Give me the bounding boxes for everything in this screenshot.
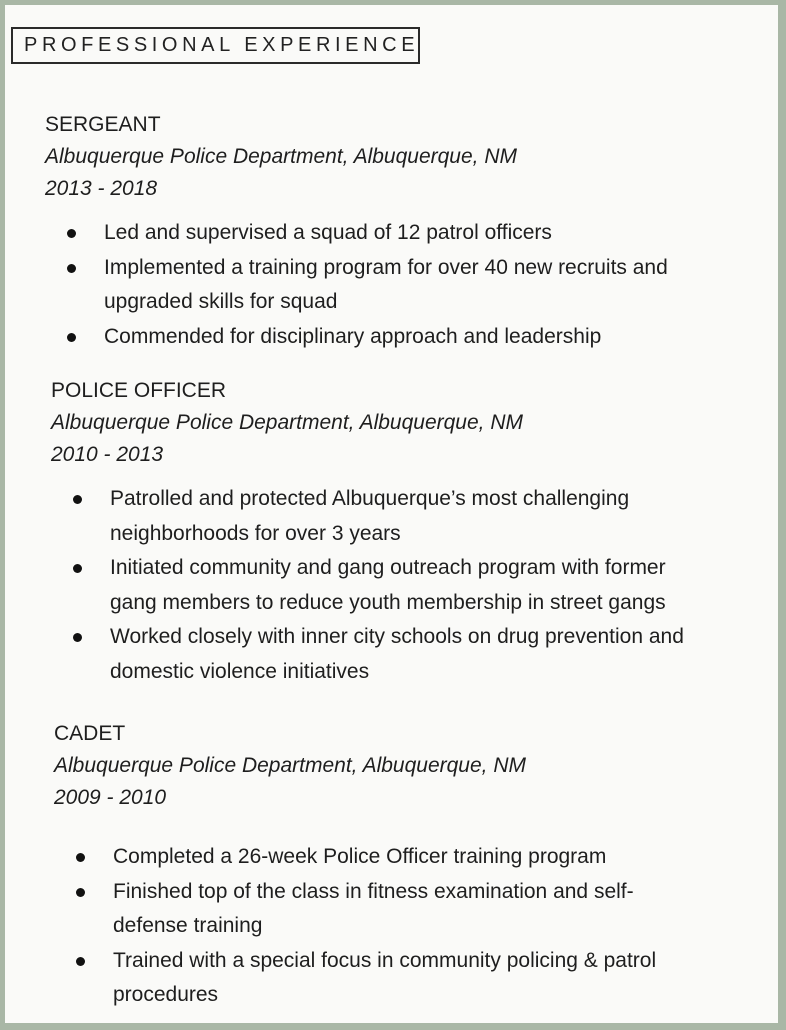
bullet-icon bbox=[73, 633, 82, 642]
job-organization: Albuquerque Police Department, Albuquerque, NM bbox=[54, 754, 526, 777]
job-organization: Albuquerque Police Department, Albuquerque, NM bbox=[51, 411, 523, 434]
bullet-icon bbox=[67, 229, 76, 238]
job-dates: 2009 - 2010 bbox=[54, 786, 167, 809]
bullet-icon bbox=[76, 957, 85, 966]
job-bullet: Completed a 26-week Police Officer training program bbox=[54, 840, 694, 875]
bullet-icon bbox=[67, 333, 76, 342]
bullet-icon bbox=[67, 264, 76, 273]
job-bullet-list bbox=[45, 216, 685, 354]
section-header-professional-experience: PROFESSIONAL EXPERIENCE bbox=[11, 27, 420, 64]
job-bullet: Led and supervised a squad of 12 patrol officers bbox=[45, 216, 685, 251]
job-bullet: Patrolled and protected Albuquerque’s most challenging neighborhoods for over 3 years bbox=[51, 482, 691, 551]
resume-page bbox=[5, 5, 778, 1023]
job-dates: 2010 - 2013 bbox=[51, 443, 164, 466]
job-entry-cadet bbox=[54, 718, 774, 1006]
job-bullet: Worked closely with inner city schools on drug prevention and domestic violence initiatives bbox=[51, 620, 691, 689]
bullet-icon bbox=[76, 853, 85, 862]
job-dates: 2013 - 2018 bbox=[45, 177, 158, 200]
job-bullet: Initiated community and gang outreach program with former gang members to reduce youth membership in street gangs bbox=[51, 551, 691, 620]
job-organization: Albuquerque Police Department, Albuquerque, NM bbox=[45, 145, 517, 168]
job-title: CADET bbox=[54, 722, 126, 745]
job-bullet-list bbox=[54, 840, 694, 1013]
job-entry-sergeant bbox=[45, 109, 765, 348]
job-title: SERGEANT bbox=[45, 113, 161, 136]
job-bullet-list bbox=[51, 482, 691, 689]
bullet-icon bbox=[76, 888, 85, 897]
job-bullet: Trained with a special focus in community policing & patrol procedures bbox=[54, 944, 694, 1013]
bullet-icon bbox=[73, 495, 82, 504]
bullet-icon bbox=[73, 564, 82, 573]
job-bullet: Implemented a training program for over 40 new recruits and upgraded skills for squad bbox=[45, 251, 685, 320]
job-title: POLICE OFFICER bbox=[51, 379, 227, 402]
job-entry-police-officer bbox=[51, 375, 771, 683]
job-bullet: Finished top of the class in fitness examination and self-defense training bbox=[54, 875, 694, 944]
job-bullet: Commended for disciplinary approach and leadership bbox=[45, 320, 685, 355]
